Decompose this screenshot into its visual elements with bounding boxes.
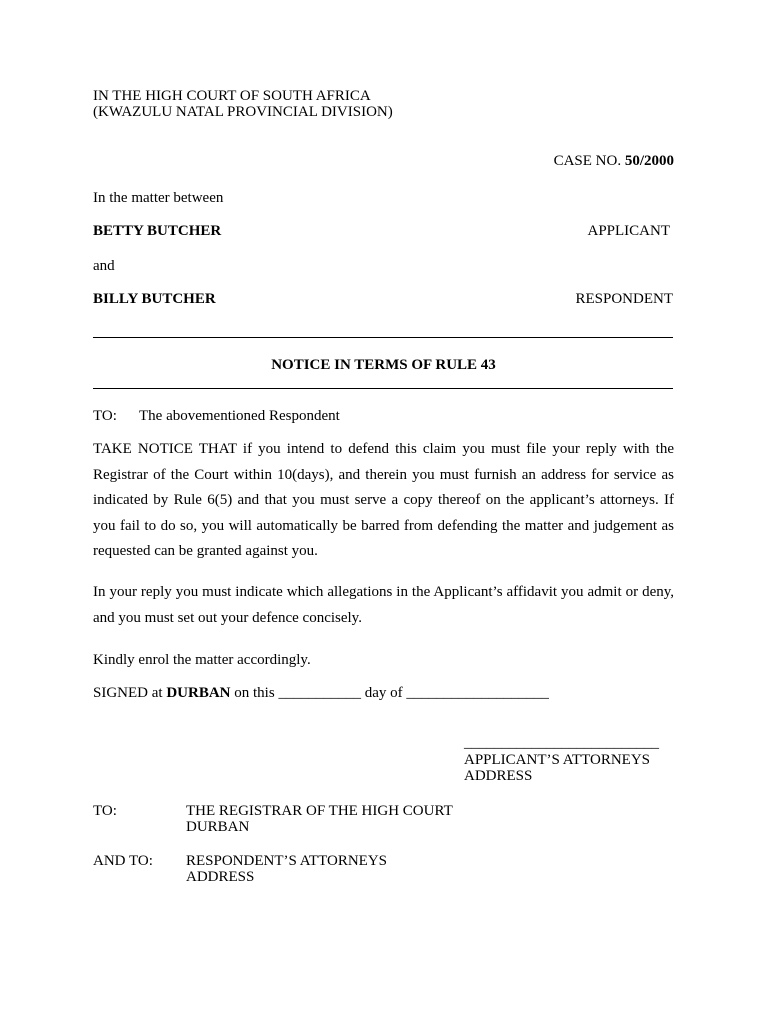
signature-line: __________________________	[464, 735, 659, 751]
and-to-label: AND TO:	[93, 853, 153, 869]
court-name: IN THE HIGH COURT OF SOUTH AFRICA	[93, 88, 371, 104]
notice-title: NOTICE IN TERMS OF RULE 43	[271, 357, 496, 373]
case-number-label: CASE NO.	[553, 153, 622, 169]
month-blank: ___________________	[406, 685, 549, 701]
signature-label-2: ADDRESS	[464, 768, 533, 784]
to-line-2: DURBAN	[186, 819, 250, 835]
divider-top	[93, 337, 673, 338]
closing-line: Kindly enrol the matter accordingly.	[93, 652, 311, 668]
addressee-label: TO:	[93, 408, 117, 424]
day-of-text: day of	[360, 685, 407, 701]
court-division: (KWAZULU NATAL PROVINCIAL DIVISION)	[93, 104, 393, 120]
and-to-line-2: ADDRESS	[186, 869, 255, 885]
signed-place: DURBAN	[166, 685, 231, 701]
party-conjunction: and	[93, 258, 115, 274]
signed-prefix: SIGNED at	[93, 685, 167, 701]
day-blank: ___________	[278, 685, 361, 701]
applicant-name: BETTY BUTCHER	[93, 223, 222, 239]
divider-bottom	[93, 388, 673, 389]
case-number-value: 50/2000	[624, 153, 674, 169]
signed-line	[93, 685, 549, 701]
notice-paragraph-2: In your reply you must indicate which allegations in the Applicant’s affidavit you admit or deny, and you must set out your defence concisely.	[93, 584, 674, 626]
addressee-value: The abovementioned Respondent	[139, 408, 340, 424]
to-line-1: THE REGISTRAR OF THE HIGH COURT	[186, 803, 453, 819]
to-label: TO:	[93, 803, 117, 819]
matter-intro: In the matter between	[93, 190, 224, 206]
and-to-line-1: RESPONDENT’S ATTORNEYS	[186, 853, 387, 869]
case-number	[554, 153, 674, 169]
signed-middle: on this	[230, 685, 279, 701]
respondent-role: RESPONDENT	[575, 291, 673, 307]
signature-label-1: APPLICANT’S ATTORNEYS	[464, 752, 650, 768]
respondent-name: BILLY BUTCHER	[93, 291, 216, 307]
applicant-role: APPLICANT	[587, 223, 670, 239]
notice-paragraph-1: TAKE NOTICE THAT if you intend to defend this claim you must file your reply with the Registrar of the Court within 10(days), and therein you must furnish an address for service as indicated by Rule 6(5) and that you must serve a copy thereof on the applicant’s attorneys. If you fail to do so, you will automatically be barred from defending the matter and judgement as requested can be granted against you.	[93, 441, 674, 559]
